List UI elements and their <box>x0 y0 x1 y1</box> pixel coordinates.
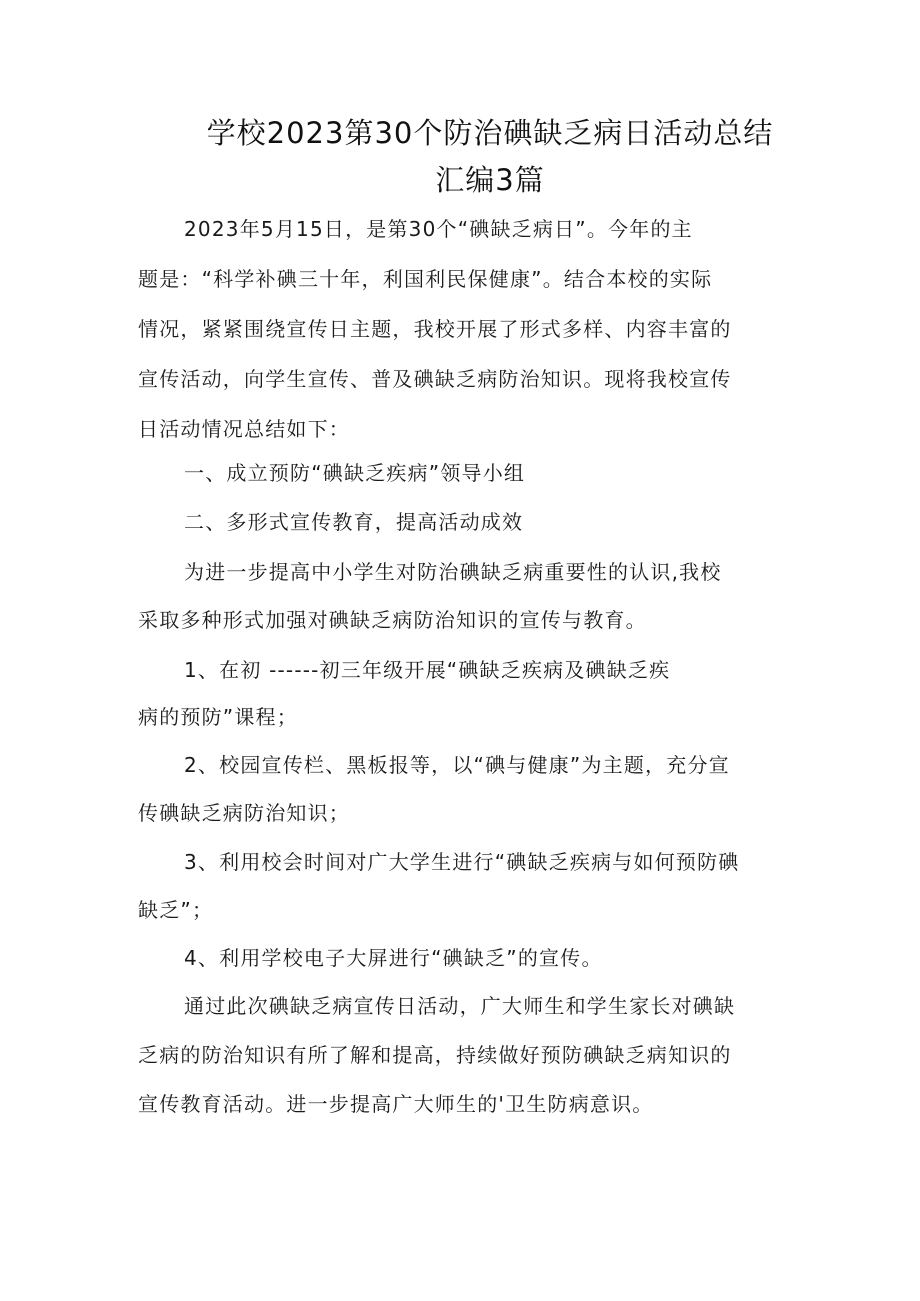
document-title-line-1: 学校2023第30个防治碘缺乏病日活动总结 <box>206 116 774 150</box>
paragraph-line: 为进一步提高中小学生对防治碘缺乏病重要性的认识,我校 <box>184 560 722 584</box>
paragraph-line: 日活动情况总结如下： <box>138 417 350 441</box>
list-item-line: 病的预防”课程； <box>138 705 298 729</box>
list-item-line: 4、利用学校电子大屏进行“碘缺乏”的宣传。 <box>184 946 603 970</box>
paragraph-line: 题是：“科学补碘三十年，利国利民保健康”。结合本校的实际 <box>138 267 713 291</box>
section-heading: 二、多形式宣传教育，提高活动成效 <box>184 510 524 534</box>
list-item-line: 缺乏”； <box>138 898 214 922</box>
paragraph-line: 2023年5月15日，是第30个“碘缺乏病日”。今年的主 <box>184 217 693 241</box>
list-item-line: 3、利用校会时间对广大学生进行“碘缺乏疾病与如何预防碘 <box>184 850 740 874</box>
paragraph-line: 采取多种形式加强对碘缺乏病防治知识的宣传与教育。 <box>138 608 647 632</box>
paragraph-line: 宣传活动，向学生宣传、普及碘缺乏病防治知识。现将我校宣传 <box>138 367 732 391</box>
section-heading: 一、成立预防“碘缺乏疾病”领导小组 <box>184 461 526 485</box>
paragraph-line: 宣传教育活动。进一步提高广大师生的'卫生防病意识。 <box>138 1092 654 1116</box>
list-item-line: 1、在初 ------初三年级开展“碘缺乏疾病及碘缺乏疾 <box>184 658 671 682</box>
list-item-line: 2、校园宣传栏、黑板报等，以“碘与健康”为主题，充分宣 <box>184 753 730 777</box>
paragraph-line: 乏病的防治知识有所了解和提高，持续做好预防碘缺乏病知识的 <box>138 1043 732 1067</box>
list-item-line: 传碘缺乏病防治知识； <box>138 801 350 825</box>
document-title-line-2: 汇编3篇 <box>435 163 545 197</box>
paragraph-line: 情况，紧紧围绕宣传日主题，我校开展了形式多样、内容丰富的 <box>138 317 732 341</box>
paragraph-line: 通过此次碘缺乏病宣传日活动，广大师生和学生家长对碘缺 <box>184 994 736 1018</box>
